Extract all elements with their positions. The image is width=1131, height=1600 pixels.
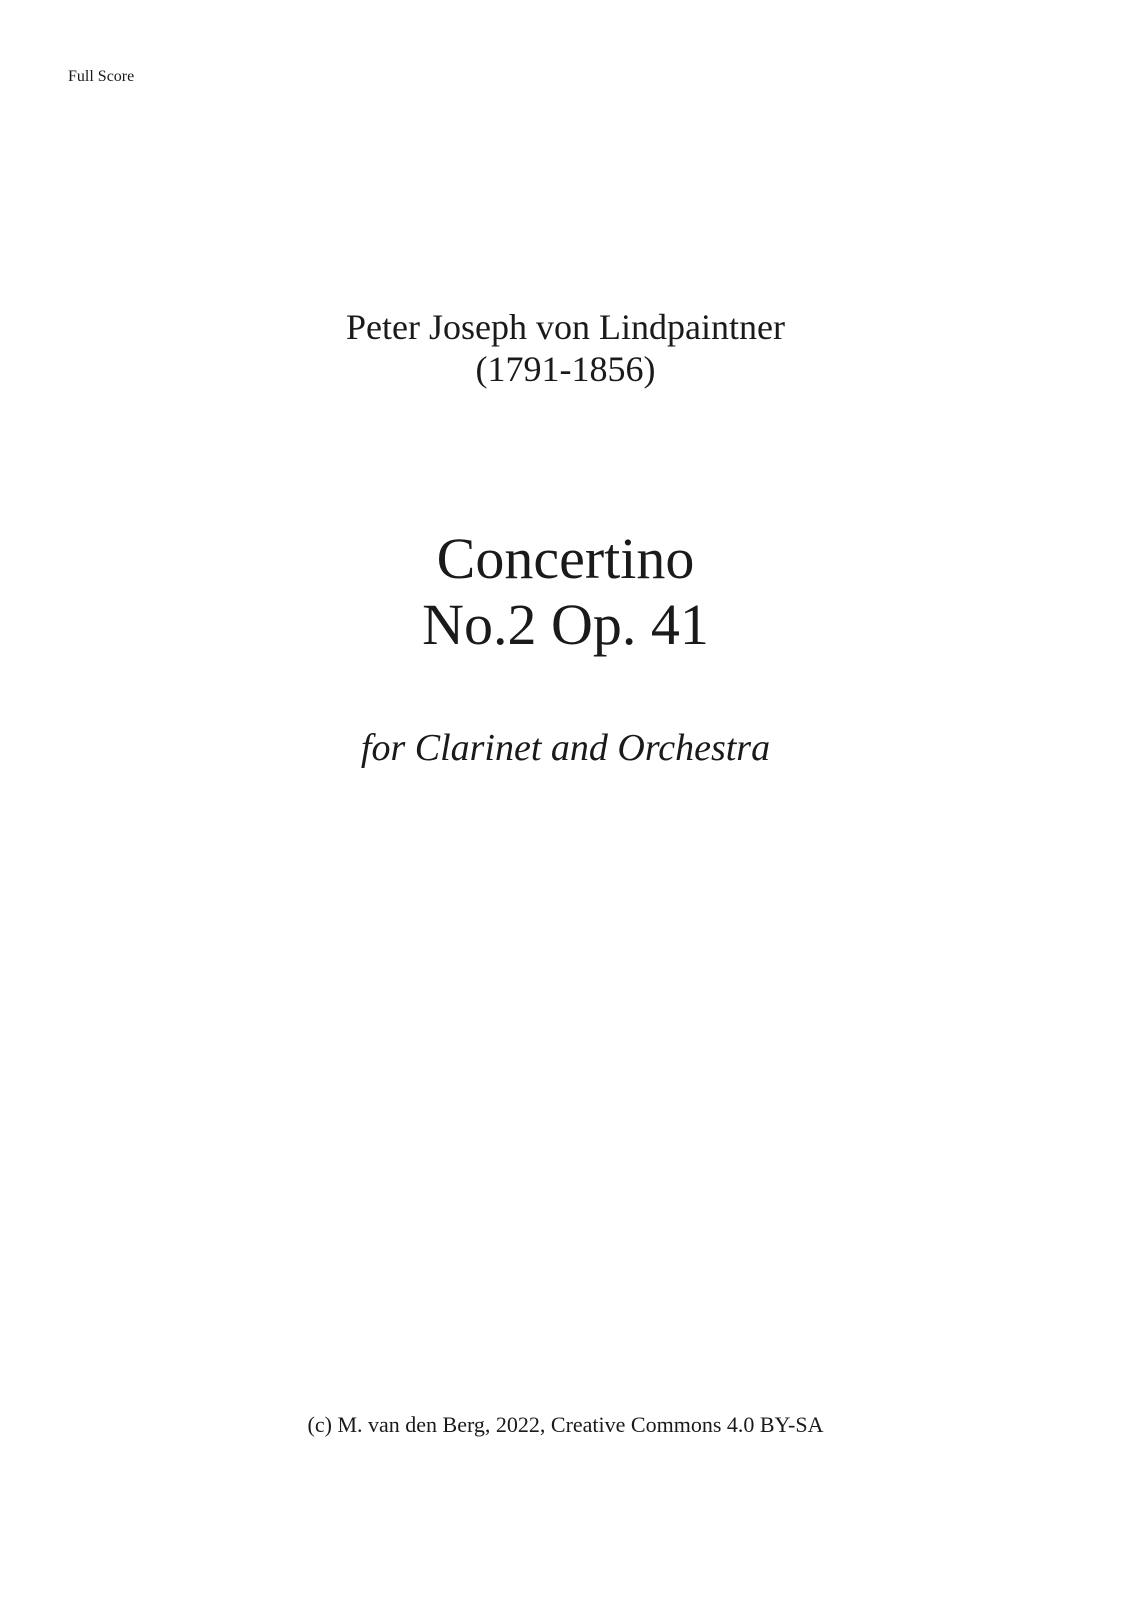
work-subtitle: for Clarinet and Orchestra bbox=[360, 727, 771, 769]
work-title-line-2: No.2 Op. 41 bbox=[422, 592, 709, 657]
composer-block bbox=[0, 306, 1131, 390]
work-title-line-1: Concertino bbox=[436, 526, 695, 591]
composer-dates: (1791-1856) bbox=[475, 349, 656, 389]
composer-name: Peter Joseph von Lindpaintner bbox=[346, 307, 785, 347]
copyright-notice: (c) M. van den Berg, 2022, Creative Commons 4.0 BY-SA bbox=[307, 1412, 824, 1437]
work-title bbox=[0, 526, 1131, 658]
header-label: Full Score bbox=[68, 68, 135, 85]
